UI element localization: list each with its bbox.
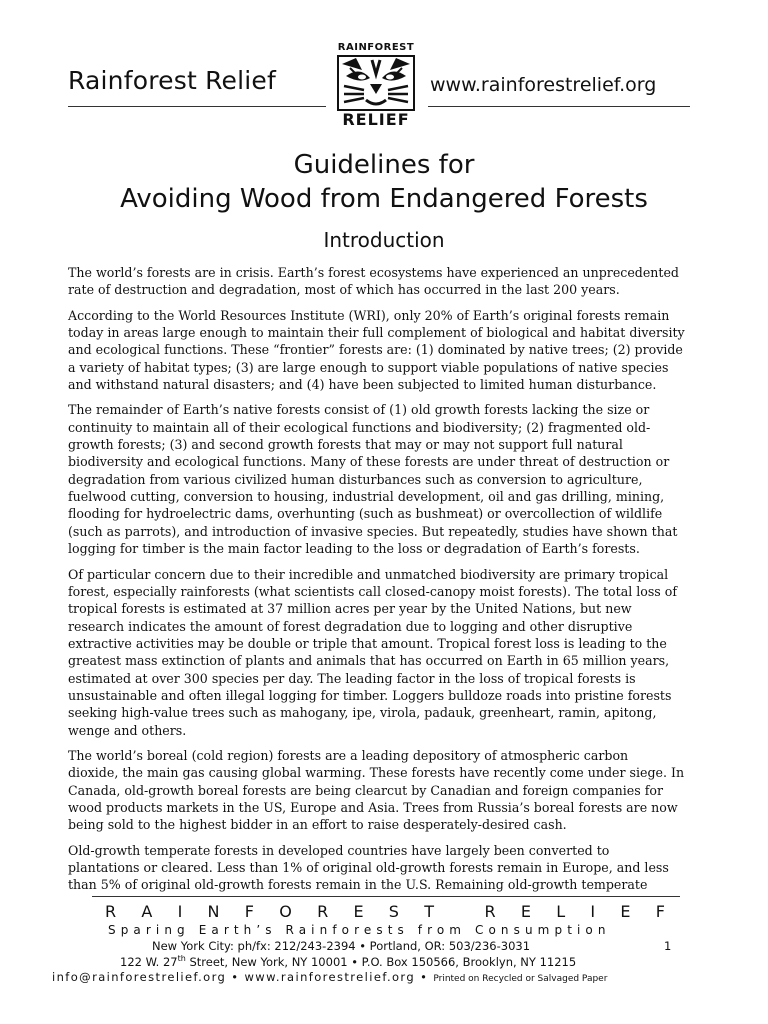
footer-tagline: Sparing Earth’s Rainforests from Consumption bbox=[108, 923, 611, 937]
paragraph-6: Old-growth temperate forests in developed countries have largely been converted to plantations or cleared. Less than 1% of original old-growth forests remain in Europe, and less than 5% of original old-growth forests remain in the U.S. Remaining old-growth temperate bbox=[68, 842, 669, 893]
recycled-paper-note: Printed on Recycled or Salvaged Paper bbox=[433, 974, 608, 984]
paragraph-5: The world’s boreal (cold region) forests are a leading depository of atmospheric carbon dioxide, the main gas causing global warming. These forests have recently come under siege. In Canada, old-growth boreal forests are being clearcut by Canadian and foreign companies for wood products markets in the US, Europe and Asia. Trees from Russia’s boreal forests are now being sold to the highest bidder in an effort to raise desperately-desired cash. bbox=[68, 747, 685, 833]
paragraph-3: The remainder of Earth’s native forests consist of (1) old growth forests lacking the size or continuity to maintain all of their ecological functions and biodiversity; (2) fragmented old- growth forests; (3) and second growth forests that may or may not support full natural biodiversity and ecological functions. Many of these forests are under threat of destruction or degradation from various civilized human disturbances such as conversion to agriculture, fuelwood cutting, conversion to housing, industrial development, oil and gas drilling, mining, flooding for hydroelectric dams, overhunting (such as bushmeat) or overcollection of wildlife (such as parrots), and introduction of invasive species. But repeatedly, studies have shown that logging for timber is the main factor leading to the loss or degradation of Earth’s forests. bbox=[68, 402, 678, 557]
footer-letter: E bbox=[620, 902, 631, 921]
footer-letter: S bbox=[388, 902, 399, 921]
website-url[interactable]: www.rainforestrelief.org bbox=[430, 74, 657, 96]
footer-letter: E bbox=[520, 902, 531, 921]
footer-address-line bbox=[120, 954, 576, 969]
footer-letter: N bbox=[207, 902, 220, 921]
footer-letter: A bbox=[141, 902, 153, 921]
header-rule-left bbox=[68, 106, 326, 107]
footer-letter: R bbox=[105, 902, 117, 921]
address-street-number: 122 W. 27 bbox=[120, 954, 178, 969]
page-number: 1 bbox=[664, 939, 672, 953]
header-rule-right bbox=[428, 106, 690, 107]
title-line-1: Guidelines for bbox=[293, 150, 475, 180]
document-title bbox=[0, 148, 768, 216]
paragraph-1: The world’s forests are in crisis. Earth’s forest ecosystems have experienced an unprecedented rate of destruction and degradation, most of which has occurred in the last 200 years. bbox=[68, 265, 679, 298]
paragraph-4: Of particular concern due to their incredible and unmatched biodiversity are primary tropical forest, especially rainforests (what scientists call closed-canopy moist forests). The total loss of tropical forests is estimated at 37 million acres per year by the United Nations, but new research indicates the amount of forest degradation due to logging and other disruptive extractive activities may be double or triple that amount. Tropical forest loss is leading to the greatest mass extinction of plants and animals that has occurred on Earth in 65 million years, estimated at over 300 species per day. The leading factor in the loss of tropical forests is unsustainable and often illegal logging for timber. Loggers bulldoze roads into pristine forests seeking high-value trees such as mahogany, ipe, virola, padauk, greenheart, ramin, apitong, wenge and others. bbox=[68, 566, 678, 738]
footer-letter: O bbox=[279, 902, 292, 921]
footer-org-name bbox=[105, 902, 665, 921]
footer-letter: R bbox=[317, 902, 329, 921]
paragraph-2: According to the World Resources Institute (WRI), only 20% of Earth’s original forests remain today in areas large enough to maintain their full complement of biological and habitat diversity and ecological functions. These “frontier” forests are: (1) dominated by native trees; (2) provide a variety of habitat types; (3) are large enough to support viable populations of native species and withstand natural disasters; and (4) have been subjected to limited human disturbance. bbox=[68, 307, 685, 393]
footer-phone-line: New York City: ph/fx: 212/243-2394 • Portland, OR: 503/236-3031 bbox=[152, 939, 531, 953]
title-line-2: Avoiding Wood from Endangered Forests bbox=[120, 184, 648, 214]
tiger-face-icon bbox=[336, 54, 416, 112]
footer-letter: F bbox=[655, 902, 665, 921]
page-footer bbox=[0, 890, 768, 1024]
logo-top-text: RAINFOREST bbox=[337, 42, 415, 53]
footer-letter: T bbox=[424, 902, 434, 921]
address-rest: Street, New York, NY 10001 • P.O. Box 150566, Brooklyn, NY 11215 bbox=[185, 954, 577, 969]
footer-letter: L bbox=[556, 902, 566, 921]
footer-rule bbox=[92, 896, 680, 897]
footer-letter: I bbox=[590, 902, 596, 921]
brand-name: Rainforest Relief bbox=[68, 66, 277, 95]
footer-letter: E bbox=[353, 902, 364, 921]
footer-contact-line bbox=[52, 970, 607, 984]
address-ordinal-suffix: th bbox=[177, 954, 186, 963]
footer-email-web[interactable]: info@rainforestrelief.org • www.rainforestrelief.org • bbox=[52, 970, 429, 984]
letterhead bbox=[0, 0, 768, 140]
body-text bbox=[68, 264, 702, 902]
footer-letter: R bbox=[484, 902, 496, 921]
logo-bottom-text: RELIEF bbox=[342, 110, 410, 129]
rainforest-relief-logo bbox=[330, 42, 422, 132]
section-heading: Introduction bbox=[323, 228, 445, 252]
footer-letter: I bbox=[177, 902, 183, 921]
footer-letter: F bbox=[244, 902, 254, 921]
